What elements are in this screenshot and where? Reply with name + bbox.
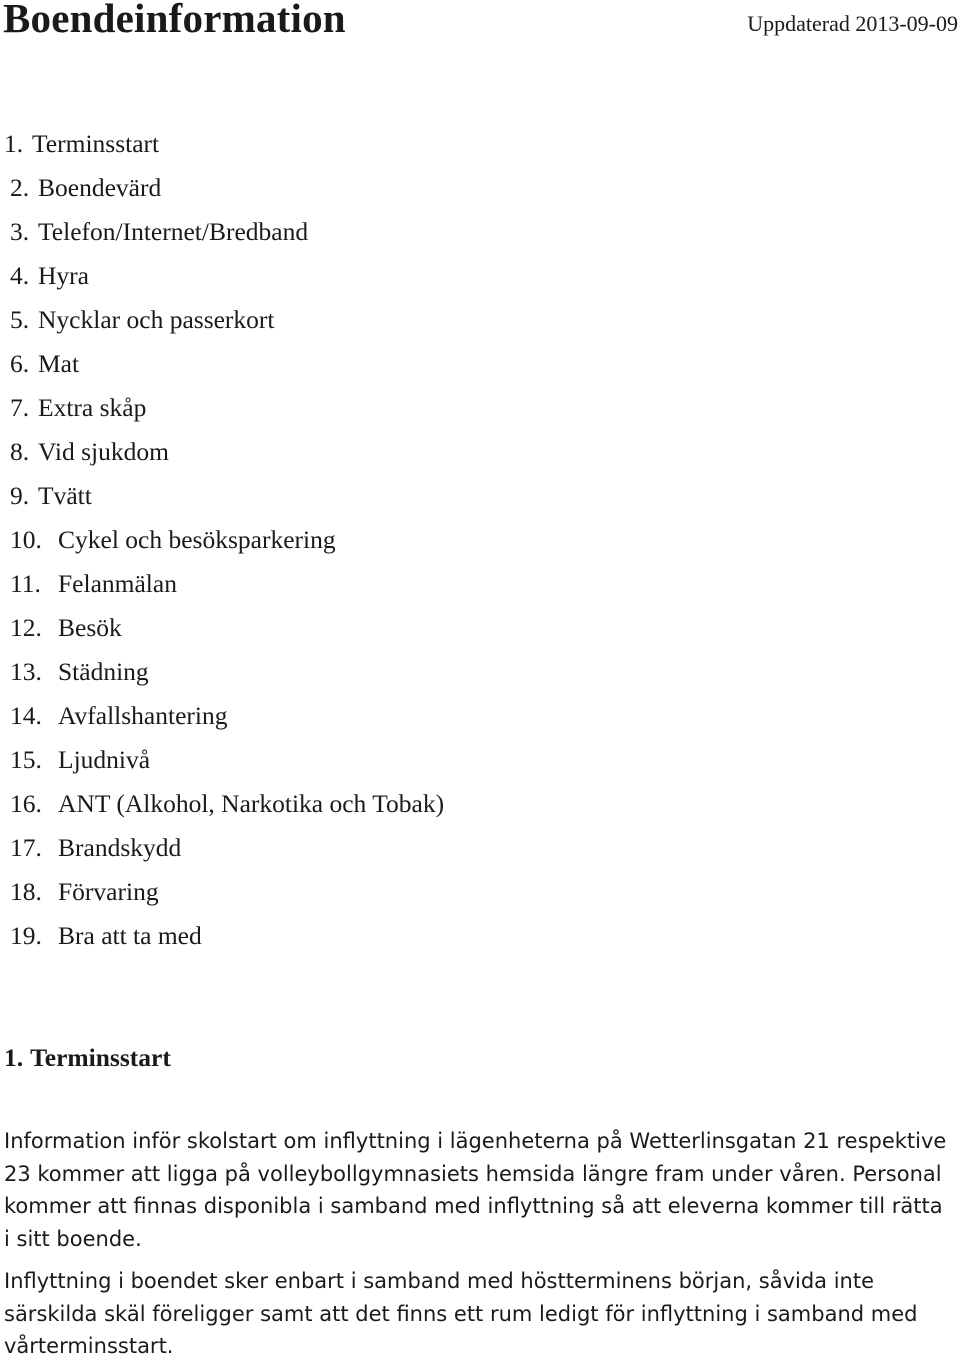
toc-item-number: 19. (10, 921, 42, 950)
toc-item-number: 7. (10, 393, 30, 422)
toc-item-number: 18. (10, 877, 42, 906)
toc-item-number: 13. (10, 657, 42, 686)
toc-item-label: Felanmälan (58, 569, 177, 598)
toc-item-number: 10. (10, 525, 42, 554)
toc-item-label: Förvaring (58, 877, 159, 906)
section-paragraph: Information inför skolstart om inflyttning i lägenheterna på Wetterlinsgatan 21 respektive 23 kommer att ligga på volleybollgymnasiets hemsida längre fram under våren. Personal kommer att finnas disponibla i samband med inflyttning så att eleverna kommer till rätta i sitt boende. (4, 1129, 947, 1251)
toc-item-label: Terminsstart (32, 129, 160, 158)
toc-item-number: 15. (10, 745, 42, 774)
toc-item-label: Vid sjukdom (38, 437, 169, 466)
toc-item-label: Mat (38, 349, 80, 378)
toc-item-label: Hyra (38, 261, 89, 290)
toc-item-label: Telefon/Internet/Bredband (38, 217, 309, 246)
toc-item-label: Cykel och besöksparkering (58, 525, 336, 554)
toc-item-number: 2. (10, 173, 30, 202)
page-title: Boendeinformation (3, 0, 346, 41)
updated-date: Uppdaterad 2013-09-09 (747, 11, 958, 36)
toc-item-number: 1. (4, 129, 24, 158)
toc-item-label: Boendevärd (38, 173, 162, 202)
toc-item-label: Nycklar och passerkort (38, 305, 275, 334)
section-paragraph: Inflyttning i boendet sker enbart i samband med höstterminens början, såvida inte särskilda skäl föreligger samt att det finns ett rum ledigt för inflyttning i samband med vårterminsstart. (4, 1269, 918, 1358)
toc-item-number: 11. (10, 569, 41, 598)
toc-item-number: 3. (10, 217, 30, 246)
toc-item-label: Städning (58, 657, 149, 686)
section-heading (4, 1040, 171, 1076)
toc-item-label: Ljudnivå (58, 745, 151, 774)
toc-item-number: 16. (10, 789, 42, 818)
toc-item-number: 4. (10, 261, 30, 290)
toc-item-label: Tvätt (38, 481, 92, 510)
toc-item-label: Extra skåp (38, 393, 147, 422)
toc-item-number: 6. (10, 349, 30, 378)
toc-item-number: 17. (10, 833, 42, 862)
toc-item-number: 8. (10, 437, 30, 466)
section-title: Terminsstart (30, 1043, 171, 1072)
toc-item-number: 14. (10, 701, 42, 730)
toc-item-label: Besök (58, 613, 122, 642)
toc-item-label: ANT (Alkohol, Narkotika och Tobak) (58, 789, 445, 818)
toc-item-label: Avfallshantering (58, 701, 228, 730)
toc-item-number: 5. (10, 305, 30, 334)
toc-item-number: 9. (10, 481, 30, 510)
toc-item-label: Bra att ta med (58, 921, 202, 950)
toc-item-label: Brandskydd (58, 833, 182, 862)
toc-item-number: 12. (10, 613, 42, 642)
section-number: 1. (4, 1043, 24, 1072)
